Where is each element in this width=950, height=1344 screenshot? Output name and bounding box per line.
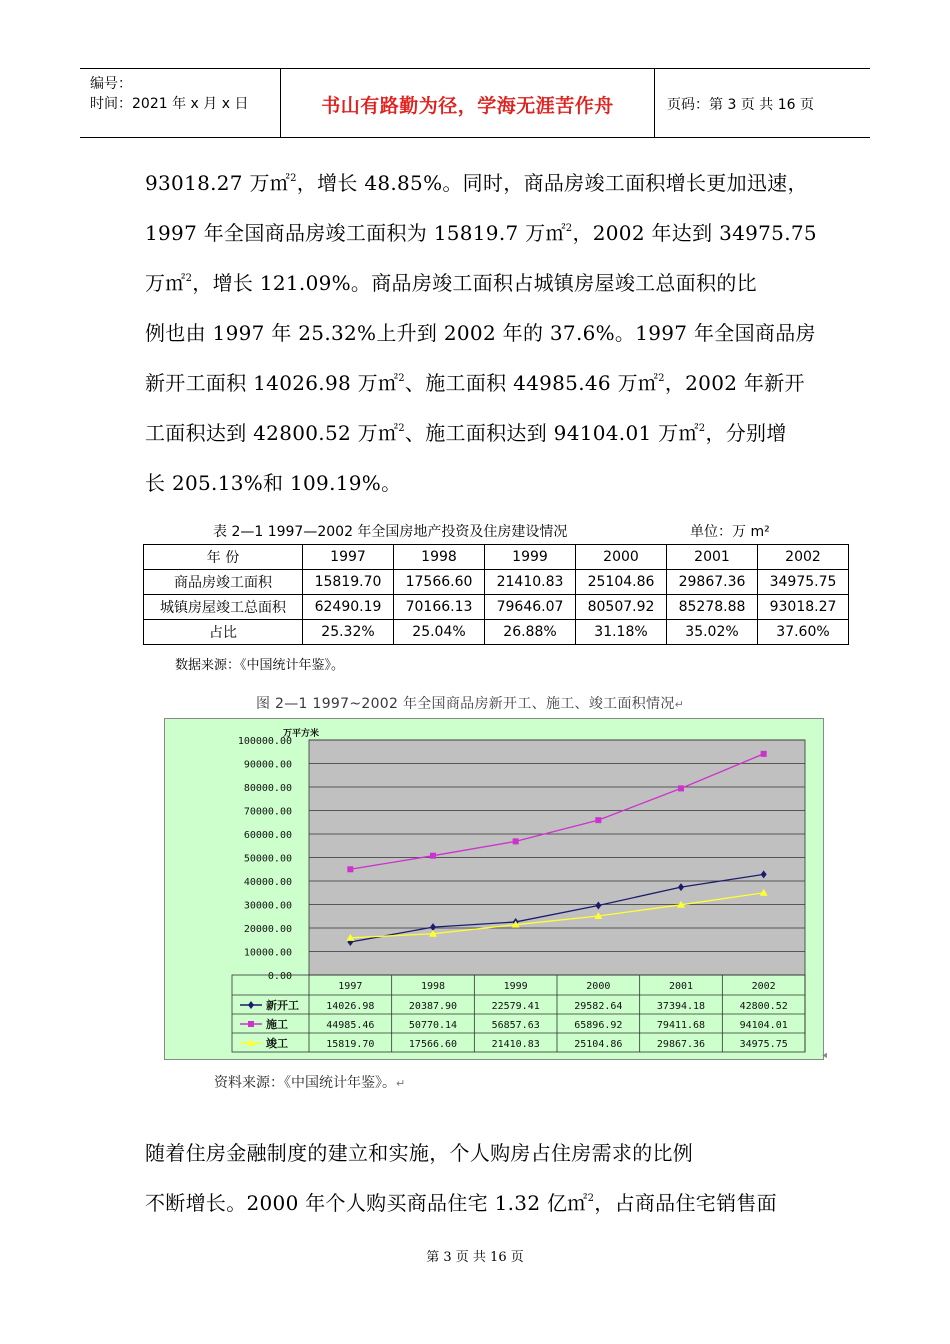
y-tick-label: 60000.00 [243, 830, 292, 841]
data-table-value: 56857.63 [491, 1020, 540, 1031]
table-cell: 62490.19 [303, 595, 394, 620]
x-category-label: 2001 [668, 981, 694, 992]
data-table-value: 29582.64 [574, 1001, 623, 1012]
figure-source [214, 1072, 405, 1092]
table-row-label: 商品房竣工面积 [144, 570, 303, 595]
superscript: 2 [587, 1193, 595, 1204]
data-table-value: 94104.01 [739, 1020, 788, 1031]
text-line [145, 1178, 815, 1228]
superscript: 2 [698, 423, 706, 434]
series-point [595, 817, 601, 823]
text-run: 随着住房金融制度的建立和实施，个人购房占住房需求的比例 [145, 1141, 694, 1165]
data-table-value: 17566.60 [408, 1039, 458, 1050]
return-mark-icon: ↵ [396, 1077, 406, 1090]
return-mark-icon: ↵ [674, 698, 685, 711]
series-point [513, 838, 519, 844]
legend-label: 施工 [266, 1018, 288, 1031]
data-table-value: 22579.41 [491, 1001, 540, 1012]
legend-marker [248, 1001, 254, 1009]
text-run: ，2002 年新开 [664, 371, 805, 395]
text-line [145, 458, 815, 508]
data-table-value: 21410.83 [491, 1039, 540, 1050]
table-header-row [144, 545, 849, 570]
text-run: 、施工面积 44985.46 万㎡ [404, 371, 659, 395]
y-tick-label: 80000.00 [243, 783, 292, 794]
figure-source-text: 资料来源：《中国统计年鉴》。 [214, 1075, 396, 1091]
text-run: 长 205.13%和 109.19%。 [145, 471, 402, 495]
text-run: ，增长 121.09%。商品房竣工面积占城镇房屋竣工总面积的比 [192, 271, 757, 295]
superscript: 2 [398, 373, 405, 384]
text-line [145, 358, 815, 408]
data-table-value: 42800.52 [739, 1001, 788, 1012]
data-table-value: 37394.18 [656, 1001, 706, 1012]
table-cell: 25.04% [394, 620, 485, 645]
text-run: 例也由 1997 年 25.32%上升到 2002 年的 37.6%。1997 年全国商品房 [145, 321, 816, 345]
table-row [144, 620, 849, 645]
table-row [144, 595, 849, 620]
table-header-cell: 2002 [758, 545, 849, 570]
table-cell: 31.18% [576, 620, 667, 645]
page-header [80, 68, 870, 138]
body-paragraph-2 [145, 1128, 815, 1228]
text-run: 新开工面积 14026.98 万㎡ [145, 371, 399, 395]
text-run: ，占商品住宅销售面 [594, 1191, 777, 1215]
table-row-label: 城镇房屋竣工总面积 [144, 595, 303, 620]
table-header-cell: 年 份 [144, 545, 303, 570]
table-cell: 21410.83 [485, 570, 576, 595]
table-source: 数据来源：《中国统计年鉴》。 [175, 658, 345, 673]
data-table-value: 15819.70 [326, 1039, 375, 1050]
table-cell: 79646.07 [485, 595, 576, 620]
text-run: 万㎡ [145, 271, 186, 295]
data-table-value: 34975.75 [739, 1039, 788, 1050]
x-category-label: 1999 [503, 981, 528, 992]
header-page-number: 页码：第 3 页 共 16 页 [667, 97, 814, 113]
data-table-value: 50770.14 [408, 1020, 458, 1031]
text-line [145, 208, 815, 258]
table-cell: 15819.70 [303, 570, 394, 595]
data-table-value: 44985.46 [326, 1020, 375, 1031]
header-motto: 书山有路勤为径，学海无涯苦作舟 [321, 95, 614, 117]
data-table [143, 544, 849, 645]
x-category-label: 1998 [420, 981, 446, 992]
y-axis-title: 万平方米 [283, 729, 320, 739]
legend-label: 新开工 [266, 999, 299, 1012]
x-category-label: 1997 [338, 981, 363, 992]
line-chart [164, 718, 824, 1060]
y-tick-label: 50000.00 [243, 853, 292, 865]
y-tick-label: 40000.00 [243, 877, 292, 888]
text-run: 、施工面积达到 94104.01 万㎡ [404, 421, 699, 445]
table-header-cell: 1997 [303, 545, 394, 570]
table-cell: 29867.36 [667, 570, 758, 595]
series-point [347, 866, 353, 872]
y-tick-label: 30000.00 [243, 900, 292, 912]
table-cell: 26.88% [485, 620, 576, 645]
y-tick-label: 100000.00 [237, 736, 292, 747]
table-cell: 34975.75 [758, 570, 849, 595]
text-line [145, 408, 815, 458]
superscript: 2 [658, 373, 665, 384]
superscript: 2 [565, 223, 573, 234]
superscript: 2 [185, 273, 193, 284]
table-unit: 单位：万 m² [690, 524, 770, 540]
data-table-value: 65896.92 [574, 1020, 623, 1031]
x-category-label: 2000 [586, 981, 611, 992]
text-run: 1997 年全国商品房竣工面积为 15819.7 万㎡ [145, 221, 566, 245]
superscript: 2 [398, 423, 405, 434]
series-point [678, 785, 684, 791]
document-date: 时间：2021 年 x 月 x 日 [90, 96, 249, 112]
table-cell: 37.60% [758, 620, 849, 645]
text-line [145, 308, 815, 358]
table-cell: 25104.86 [576, 570, 667, 595]
y-tick-label: 90000.00 [243, 759, 292, 771]
text-run: ，增长 48.85%。同时，商品房竣工面积增长更加迅速， [296, 171, 808, 195]
series-point [430, 853, 436, 859]
text-line [145, 258, 815, 308]
document-number: 编号： [90, 76, 132, 92]
page-footer: 第 3 页 共 16 页 [426, 1250, 524, 1265]
text-run: ，2002 年达到 34975.75 [572, 221, 817, 245]
table-row-label: 占比 [144, 620, 303, 645]
table-row [144, 570, 849, 595]
anchor-mark-icon: ◂ [822, 1050, 828, 1061]
series-point [761, 751, 767, 757]
x-category-label: 2002 [751, 981, 776, 992]
data-table-value: 20387.90 [408, 1001, 458, 1012]
table-header-cell: 1998 [394, 545, 485, 570]
chart-svg [165, 719, 823, 1059]
table-cell: 35.02% [667, 620, 758, 645]
figure-title [256, 693, 684, 713]
data-table-value: 79411.68 [656, 1020, 706, 1031]
figure-title-text: 图 2—1 1997~2002 年全国商品房新开工、施工、竣工面积情况 [256, 696, 675, 712]
table-cell: 93018.27 [758, 595, 849, 620]
superscript: 2 [290, 173, 297, 184]
y-tick-label: 20000.00 [243, 924, 292, 935]
y-tick-label: 10000.00 [243, 947, 292, 959]
legend-marker [248, 1021, 254, 1027]
body-paragraph-1 [145, 158, 815, 508]
header-meta [80, 69, 281, 137]
text-line [145, 158, 815, 208]
y-tick-label: 70000.00 [243, 806, 292, 818]
legend-label: 竣工 [266, 1037, 288, 1050]
table-header-cell: 1999 [485, 545, 576, 570]
table-cell: 25.32% [303, 620, 394, 645]
data-table-value: 14026.98 [326, 1001, 375, 1012]
text-run: 工面积达到 42800.52 万㎡ [145, 421, 399, 445]
table-caption: 表 2—1 1997—2002 年全国房地产投资及住房建设情况 [213, 524, 568, 540]
text-run: 93018.27 万㎡ [145, 171, 291, 195]
data-table-value: 25104.86 [574, 1039, 623, 1050]
header-motto-cell [281, 69, 655, 137]
text-line [145, 1128, 815, 1178]
table-cell: 85278.88 [667, 595, 758, 620]
data-table-value: 29867.36 [656, 1039, 706, 1050]
table-header-cell: 2000 [576, 545, 667, 570]
table-cell: 17566.60 [394, 570, 485, 595]
text-run: 不断增长。2000 年个人购买商品住宅 1.32 亿㎡ [145, 1191, 588, 1215]
text-run: ，分别增 [705, 421, 787, 445]
table-cell: 80507.92 [576, 595, 667, 620]
y-tick-label: 0.00 [267, 971, 292, 982]
header-page-cell [655, 69, 870, 137]
table-header-cell: 2001 [667, 545, 758, 570]
table-cell: 70166.13 [394, 595, 485, 620]
